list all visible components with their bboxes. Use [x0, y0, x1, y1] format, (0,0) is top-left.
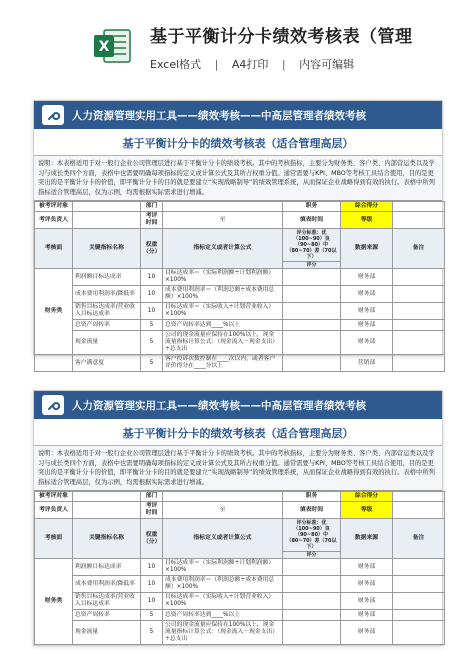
kpi-name: 现金流量 [73, 331, 141, 355]
kpi-remark[interactable] [393, 576, 445, 593]
form-title: 基于平衡计分卡的绩效考核表（适合管理高层） [34, 419, 442, 446]
kpi-source: 财务部 [341, 593, 393, 610]
kpi-remark[interactable] [393, 286, 445, 303]
dept-value[interactable] [163, 202, 283, 212]
col-header-weight: 权重（分） [141, 519, 163, 559]
kpi-source: 营销部 [341, 355, 393, 372]
form-note: 说明：本表格适用于对一般行企业公司管理层进行基于平衡计分卡的绩效考核。其中的考核指标，主要分为财务类、客户类、内部营运类以及学习与成长类四个方面，表格中也需要明确每项指标的定义或计算公式及其所占权重分值。通常需要与KPI、MBO等考核工具结合使用，目的是更突出的是平衡计分卡的价值，即平衡计分卡的目的就是要建立“实现战略制导”的绩效管理系统，从而保证企业战略得到有效的执行。表格中所列指标适合管理高层，仅为示例，均需根据实际需求进行增减。 [34, 446, 442, 491]
kpi-weight: 10 [141, 303, 163, 320]
kpi-formula: 成本费用利润率＝（利润总额÷成本费用总额）×100% [163, 576, 283, 593]
score-label: 评分 [283, 551, 340, 558]
total-score-label: 综合得分 [341, 202, 393, 212]
kpi-score[interactable] [283, 621, 341, 645]
kpi-remark[interactable] [393, 355, 445, 372]
kpi-remark[interactable] [393, 610, 445, 621]
target-label: 被考评对象 [35, 492, 73, 502]
kpi-name: 销售目标达成率/营业收入目标达成率 [73, 593, 141, 610]
kpi-weight: 5 [141, 320, 163, 331]
total-score-label: 综合得分 [341, 492, 393, 502]
kpi-name: 总资产周转率 [73, 610, 141, 621]
kpi-source: 财务部 [341, 610, 393, 621]
kpi-weight: 10 [141, 269, 163, 286]
col-header-scoring [283, 229, 341, 269]
dept-label: 部门 [141, 492, 163, 502]
reviewer-value[interactable] [73, 212, 141, 229]
review-time-to: 至 [163, 502, 283, 519]
kpi-name: 利润额目标达成率 [73, 559, 141, 576]
kpi-weight: 10 [141, 559, 163, 576]
editable-tag: 内容可编辑 [299, 58, 355, 71]
kpi-name: 总资产周转率 [73, 320, 141, 331]
tag-separator: | [281, 58, 286, 71]
kpi-weight: 5 [141, 355, 163, 372]
kpi-score[interactable] [283, 355, 341, 372]
kpi-weight: 5 [141, 610, 163, 621]
kpi-name: 销售目标达成率/营业收入目标达成率 [73, 303, 141, 320]
kpi-formula: 目标达成率＝（实际收入÷计划营业收入）×100% [163, 303, 283, 320]
fill-time-label: 填表时间 [283, 502, 341, 519]
kpi-remark[interactable] [393, 621, 445, 645]
kpi-name: 利润额目标达成率 [73, 269, 141, 286]
kpi-table [34, 201, 445, 372]
col-header-kpi: 关键指标名称 [73, 519, 141, 559]
target-label: 被考评对象 [35, 202, 73, 212]
position-label: 职务 [283, 202, 341, 212]
kpi-score[interactable] [283, 610, 341, 621]
kpi-table [34, 491, 445, 645]
kpi-source: 财务部 [341, 331, 393, 355]
kpi-weight: 10 [141, 576, 163, 593]
kpi-source: 财务部 [341, 303, 393, 320]
kpi-formula: 公司的现金流量应保持在100%以上，现金流量指标计算公式：（现金流入－现金支出）÷总支出 [163, 621, 283, 645]
kpi-weight: 5 [141, 331, 163, 355]
score-label: 评分 [283, 261, 340, 268]
kpi-formula: 目标达成率＝（实际利润额÷计划利润额）×100% [163, 559, 283, 576]
col-header-weight: 权重（分） [141, 229, 163, 269]
sheet-preview-2 [33, 390, 443, 646]
kpi-source: 财务部 [341, 269, 393, 286]
kpi-weight: 5 [141, 621, 163, 645]
review-time-label: 考评时间 [141, 502, 163, 519]
kpi-weight: 10 [141, 286, 163, 303]
kpi-formula: 总资产周转率达到____%以上 [163, 320, 283, 331]
kpi-formula: 成本费用利润率＝（利润总额÷成本费用总额）×100% [163, 286, 283, 303]
col-header-remark: 备注 [393, 519, 445, 559]
review-time-to: 至 [163, 212, 283, 229]
wrench-icon [42, 395, 64, 415]
scoring-standard: 评分标准：优（100~90）良（90~80）中（80~70）差（70以下） [286, 520, 337, 550]
banner-text: 人力资源管理实用工具——绩效考核——中高层管理者绩效考核 [72, 399, 366, 412]
print-tag: A4打印 [231, 58, 269, 71]
target-value[interactable] [73, 492, 141, 502]
grade-label: 等级 [341, 502, 393, 519]
col-header-dimension: 考核面 [35, 229, 73, 269]
banner-text: 人力资源管理实用工具——绩效考核——中高层管理者绩效考核 [72, 109, 366, 122]
page-header [0, 0, 474, 88]
kpi-score[interactable] [283, 593, 341, 610]
sheet-banner [34, 391, 442, 419]
kpi-score[interactable] [283, 576, 341, 593]
svg-text:X: X [98, 39, 110, 55]
review-time-label: 考评时间 [141, 212, 163, 229]
col-header-source: 数据来源 [341, 229, 393, 269]
kpi-remark[interactable] [393, 559, 445, 576]
kpi-source: 财务部 [341, 320, 393, 331]
sheet-preview-1 [33, 100, 443, 369]
kpi-source: 财务部 [341, 621, 393, 645]
kpi-score[interactable] [283, 559, 341, 576]
wrench-icon [42, 105, 64, 125]
target-value[interactable] [73, 202, 141, 212]
kpi-source: 财务部 [341, 286, 393, 303]
kpi-remark[interactable] [393, 303, 445, 320]
kpi-score[interactable] [283, 269, 341, 286]
category-cell [35, 355, 73, 372]
kpi-remark[interactable] [393, 269, 445, 286]
page-title: 基于平衡计分卡绩效考核表（管理 [150, 27, 413, 47]
col-header-kpi: 关键指标名称 [73, 229, 141, 269]
scoring-standard: 评分标准：优（100~90）良（90~80）中（80~70）差（70以下） [286, 230, 337, 260]
format-tag: Excel格式 [150, 58, 202, 71]
col-header-scoring [283, 519, 341, 559]
dept-value[interactable] [163, 492, 283, 502]
form-note: 说明：本表格适用于对一般行企业公司管理层进行基于平衡计分卡的绩效考核。其中的考核指标，主要分为财务类、客户类、内部营运类以及学习与成长类四个方面，表格中也需要明确每项指标的定义或计算公式及其所占权重分值。通常需要与KPI、MBO等考核工具结合使用，目的是更突出的是平衡计分卡的价值，即平衡计分卡的目的就是要建立“实现战略制导”的绩效管理系统，从而保证企业战略得到有效的执行。表格中所列指标适合管理高层，仅为示例，均需根据实际需求进行增减。 [34, 156, 442, 201]
tag-separator: | [214, 58, 219, 71]
format-tags [150, 56, 364, 72]
reviewer-label: 考评负责人 [35, 212, 73, 229]
dept-label: 部门 [141, 202, 163, 212]
sheet-banner [34, 101, 442, 129]
kpi-remark[interactable] [393, 331, 445, 355]
kpi-name: 客户满意度 [73, 355, 141, 372]
kpi-name: 成本费用利润率/降低率 [73, 576, 141, 593]
kpi-score[interactable] [283, 331, 341, 355]
reviewer-label: 考评负责人 [35, 502, 73, 519]
col-header-remark: 备注 [393, 229, 445, 269]
col-header-source: 数据来源 [341, 519, 393, 559]
kpi-remark[interactable] [393, 593, 445, 610]
category-cell: 财务类 [35, 559, 73, 645]
kpi-score[interactable] [283, 286, 341, 303]
kpi-score[interactable] [283, 303, 341, 320]
col-header-formula: 指标定义或者计算公式 [163, 519, 283, 559]
kpi-formula: 目标达成率＝（实际利润额÷计划利润额）×100% [163, 269, 283, 286]
kpi-formula: 总资产周转率达到____%以上 [163, 610, 283, 621]
kpi-formula: 目标达成率＝（实际收入÷计划营业收入）×100% [163, 593, 283, 610]
col-header-dimension: 考核面 [35, 519, 73, 559]
category-cell: 财务类 [35, 269, 73, 355]
grade-value[interactable] [393, 212, 445, 229]
grade-value[interactable] [393, 502, 445, 519]
kpi-name: 现金流量 [73, 621, 141, 645]
kpi-formula: 客户投诉次数控制在____次以内，或者客户评价得分在____分以上 [163, 355, 283, 372]
kpi-source: 财务部 [341, 559, 393, 576]
kpi-source: 财务部 [341, 576, 393, 593]
fill-time-label: 填表时间 [283, 212, 341, 229]
kpi-score[interactable] [283, 320, 341, 331]
kpi-formula: 公司的现金流量应保持在100%以上，现金流量指标计算公式：（现金流入－现金支出）÷总支出 [163, 331, 283, 355]
total-score-value[interactable] [393, 202, 445, 212]
grade-label: 等级 [341, 212, 393, 229]
excel-icon [92, 26, 132, 66]
kpi-name: 成本费用利润率/降低率 [73, 286, 141, 303]
kpi-remark[interactable] [393, 320, 445, 331]
reviewer-value[interactable] [73, 502, 141, 519]
total-score-value[interactable] [393, 492, 445, 502]
col-header-formula: 指标定义或者计算公式 [163, 229, 283, 269]
position-label: 职务 [283, 492, 341, 502]
kpi-weight: 10 [141, 593, 163, 610]
form-title: 基于平衡计分卡的绩效考核表（适合管理高层） [34, 129, 442, 156]
